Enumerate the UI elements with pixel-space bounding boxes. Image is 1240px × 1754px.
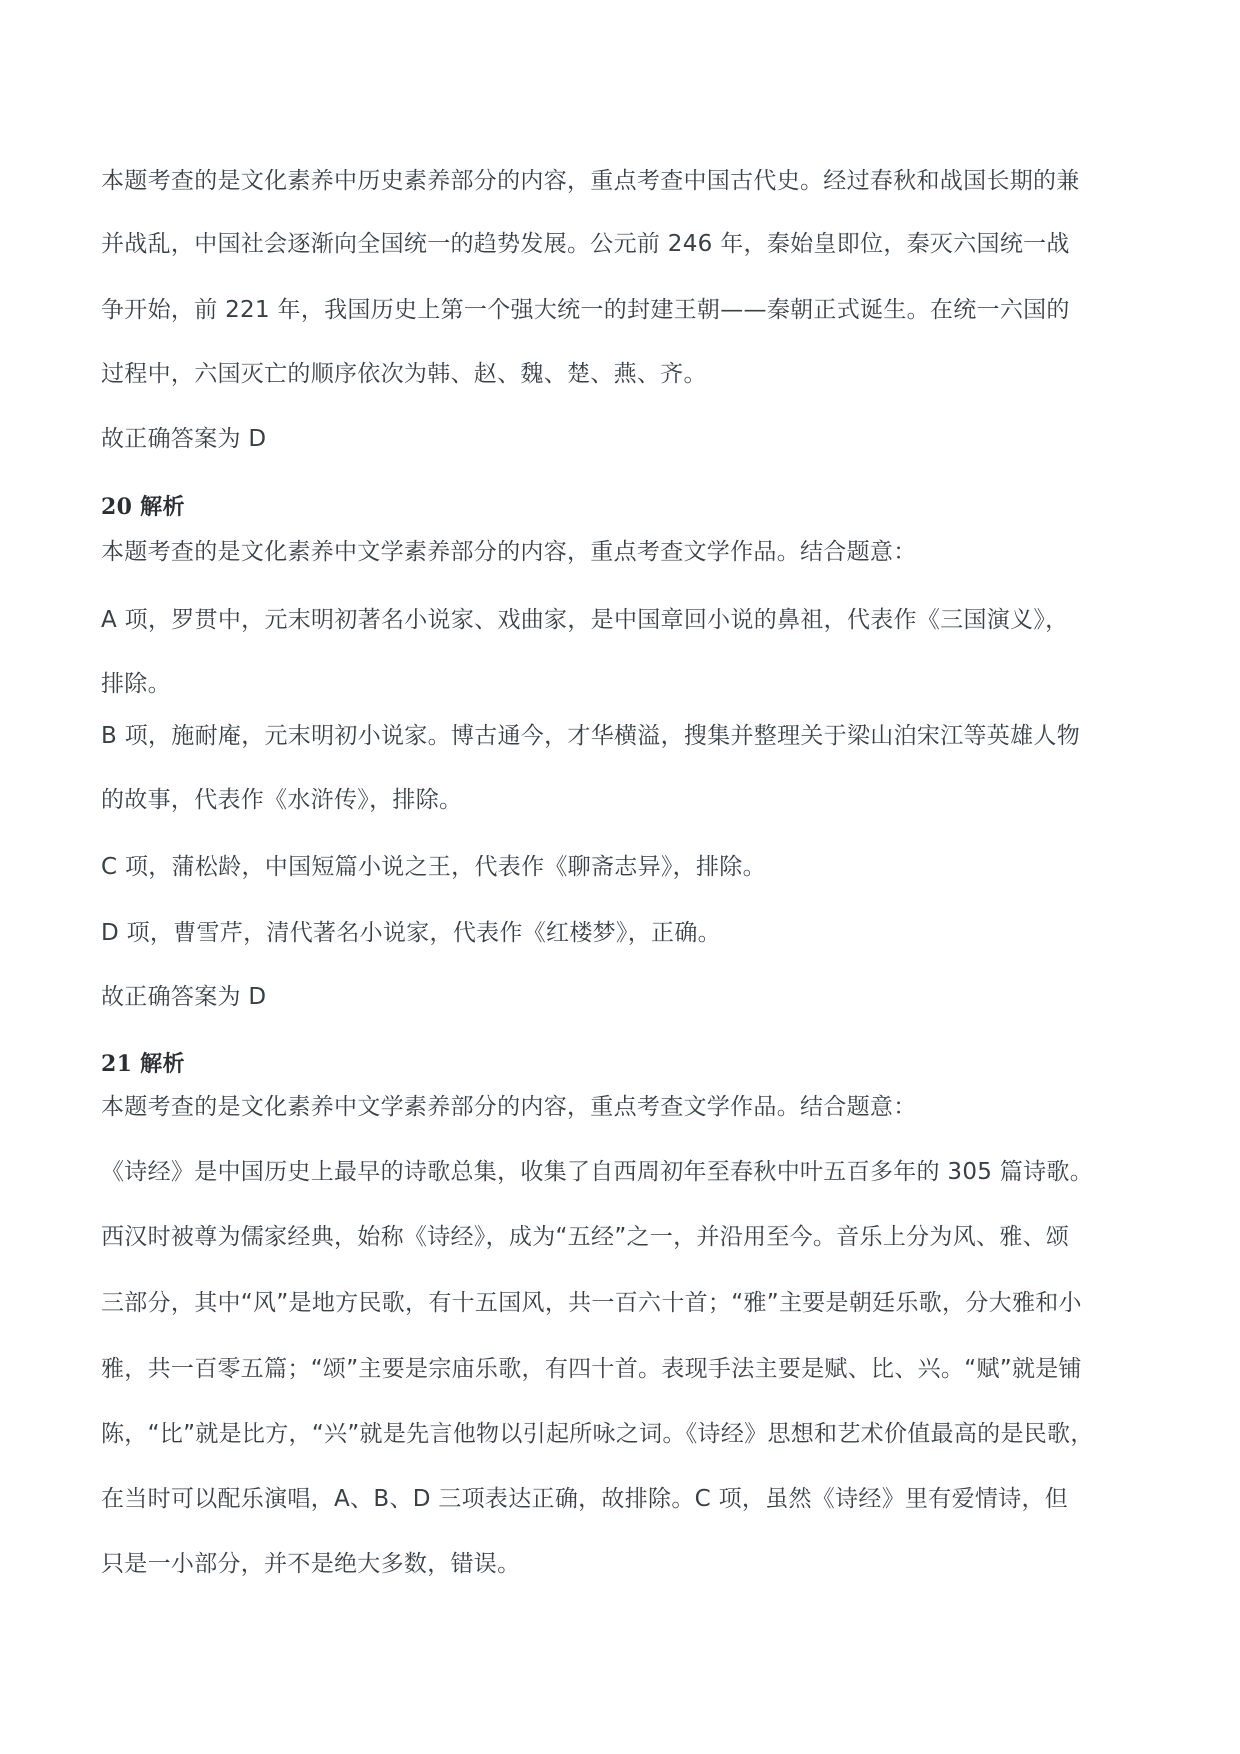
s20-line-5: 的故事，代表作《水浒传》，排除。	[101, 787, 463, 813]
s21-line-5: 雅，共一百零五篇；“颂”主要是宗庙乐歌，有四十首。表现手法主要是赋、比、兴。“赋”就是铺	[101, 1356, 1082, 1382]
s21-line-1: 本题考查的是文化素养中文学素养部分的内容，重点考查文学作品。结合题意：	[101, 1094, 917, 1120]
s21-line-8: 只是一小部分，并不是绝大多数，错误。	[101, 1551, 521, 1577]
s20-line-4: B 项，施耐庵，元末明初小说家。博古通今，才华横溢，搜集并整理关于梁山泊宋江等英雄人物	[101, 723, 1080, 749]
s20-answer: 故正确答案为 D	[101, 984, 267, 1010]
s20-line-6: C 项，蒲松龄，中国短篇小说之王，代表作《聊斋志异》，排除。	[101, 854, 766, 880]
s20-line-3: 排除。	[101, 671, 171, 697]
s19-line-1: 本题考查的是文化素养中历史素养部分的内容，重点考查中国古代史。经过春秋和战国长期的兼	[101, 168, 1080, 194]
s21-line-3: 西汉时被尊为儒家经典，始称《诗经》，成为“五经”之一，并沿用至今。音乐上分为风、雅、颂	[101, 1224, 1070, 1250]
s20-line-7: D 项，曹雪芹，清代著名小说家，代表作《红楼梦》，正确。	[101, 920, 721, 946]
s21-line-6: 陈，“比”就是比方，“兴”就是先言他物以引起所咏之词。《诗经》思想和艺术价值最高的是民歌，	[101, 1421, 1094, 1447]
s21-heading: 21 解析	[101, 1051, 185, 1077]
s21-line-7: 在当时可以配乐演唱，A、B、D 三项表达正确，故排除。C 项，虽然《诗经》里有爱情诗，但	[101, 1486, 1069, 1512]
s19-line-4: 过程中，六国灭亡的顺序依次为韩、赵、魏、楚、燕、齐。	[101, 361, 707, 387]
s19-line-3: 争开始，前 221 年，我国历史上第一个强大统一的封建王朝——秦朝正式诞生。在统一六国的	[101, 297, 1070, 323]
s20-line-1: 本题考查的是文化素养中文学素养部分的内容，重点考查文学作品。结合题意：	[101, 539, 917, 565]
s21-line-2: 《诗经》是中国历史上最早的诗歌总集，收集了自西周初年至春秋中叶五百多年的 305 篇诗歌。	[101, 1159, 1094, 1185]
s20-line-2: A 项，罗贯中，元末明初著名小说家、戏曲家，是中国章回小说的鼻祖，代表作《三国演义》，	[101, 607, 1069, 633]
s21-line-4: 三部分，其中“风”是地方民歌，有十五国风，共一百六十首；“雅”主要是朝廷乐歌，分大雅和小	[101, 1290, 1082, 1316]
s20-heading: 20 解析	[101, 494, 185, 520]
s19-line-2: 并战乱，中国社会逐渐向全国统一的趋势发展。公元前 246 年，秦始皇即位，秦灭六国统一战	[101, 231, 1070, 257]
s19-answer: 故正确答案为 D	[101, 426, 267, 452]
